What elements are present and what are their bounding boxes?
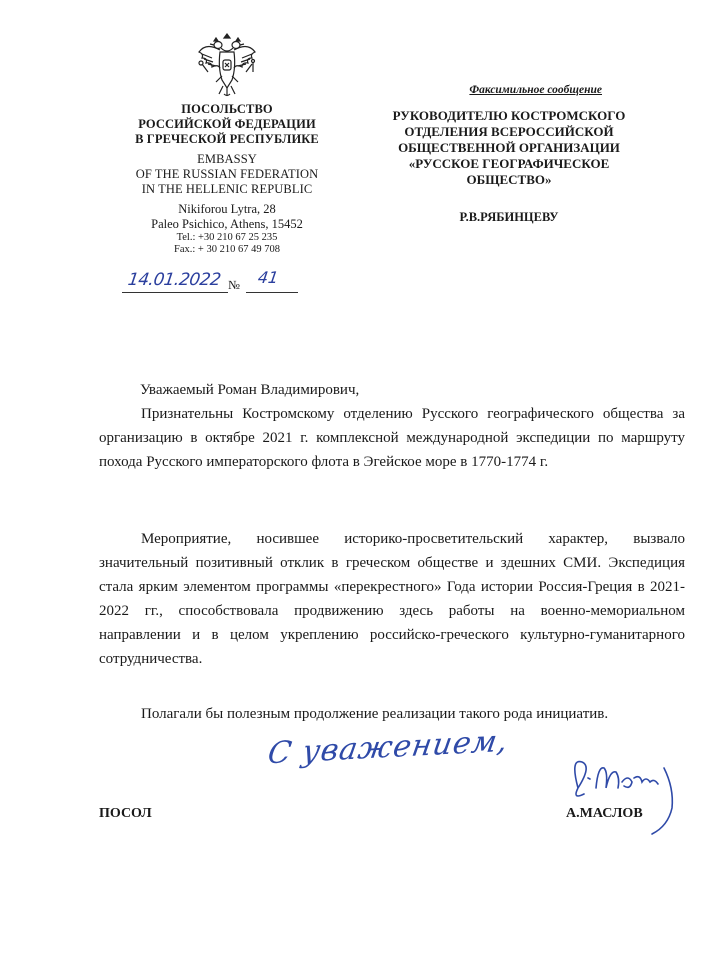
body-paragraph: Признательны Костромскому отделению Русского географического общества за организацию в октябре 2021 г. комплексной международной экспедиции по маршруту похода Русского императорского флота в Эгейское море в 1770-1774 г. bbox=[99, 406, 685, 470]
sender-fax: Fax.: + 30 210 67 49 708 bbox=[174, 244, 280, 255]
sender-en-line: OF THE RUSSIAN FEDERATION bbox=[135, 167, 319, 181]
sender-address bbox=[100, 202, 354, 232]
sender-ru-line: РОССИЙСКОЙ ФЕДЕРАЦИИ bbox=[138, 117, 316, 131]
signature-image bbox=[548, 748, 698, 838]
addressee-line: ОТДЕЛЕНИЯ ВСЕРОССИЙСКОЙ bbox=[404, 124, 614, 139]
sender-name-en bbox=[100, 152, 354, 197]
reference-number-label: № bbox=[228, 278, 240, 292]
double-headed-eagle-icon bbox=[196, 28, 258, 100]
sender-en-line: IN THE HELLENIC REPUBLIC bbox=[141, 182, 313, 196]
facsimile-label: Факсимильное сообщение bbox=[469, 84, 602, 96]
addressee-line: РУКОВОДИТЕЛЮ КОСТРОМСКОГО bbox=[392, 108, 626, 123]
address-line: Nikiforou Lytra, 28 bbox=[178, 202, 276, 216]
reference-line bbox=[122, 268, 302, 296]
reference-date: 14.01.2022 bbox=[126, 270, 222, 290]
addressee-line: «РУССКОЕ ГЕОГРАФИЧЕСКОЕ bbox=[408, 156, 610, 171]
body-paragraph: Полагали бы полезным продолжение реализации такого рода инициатив. bbox=[141, 706, 609, 722]
addressee-line: ОБЩЕСТВО» bbox=[466, 172, 552, 187]
sender-ru-line: В ГРЕЧЕСКОЙ РЕСПУБЛИКЕ bbox=[135, 132, 319, 146]
addressee-name: Р.В.РЯБИНЦЕВУ bbox=[459, 210, 559, 224]
body-paragraph: Мероприятие, носившее историко-просветительский характер, вызвало значительный позитивный отклик в греческом обществе и здешних СМИ. Экспедиция стала ярким элементом программы «перекрестного» Года истории Россия-Греция в 2021-2022 гг., способствовала продвижению здесь работы на военно-мемориальном направлении и в целом укреплению российско-греческого культурно-гуманитарного сотрудничества. bbox=[99, 531, 685, 667]
signer-name: А.МАСЛОВ bbox=[566, 806, 643, 821]
sender-ru-line: ПОСОЛЬСТВО bbox=[181, 102, 273, 116]
sender-name-ru bbox=[100, 102, 354, 147]
sender-en-line: EMBASSY bbox=[197, 152, 257, 166]
salutation: Уважаемый Роман Владимирович, bbox=[140, 382, 360, 398]
sender-tel: Tel.: +30 210 67 25 235 bbox=[176, 232, 278, 243]
addressee-block bbox=[368, 108, 650, 188]
reference-number: 41 bbox=[256, 268, 280, 287]
signer-position: ПОСОЛ bbox=[99, 806, 152, 821]
handwritten-closing: С уважением, bbox=[265, 723, 511, 772]
date-underline bbox=[122, 292, 228, 293]
addressee-line: ОБЩЕСТВЕННОЙ ОРГАНИЗАЦИИ bbox=[398, 140, 620, 155]
address-line: Paleo Psichico, Athens, 15452 bbox=[151, 217, 303, 231]
number-underline bbox=[246, 292, 298, 293]
sender-block bbox=[100, 102, 354, 256]
